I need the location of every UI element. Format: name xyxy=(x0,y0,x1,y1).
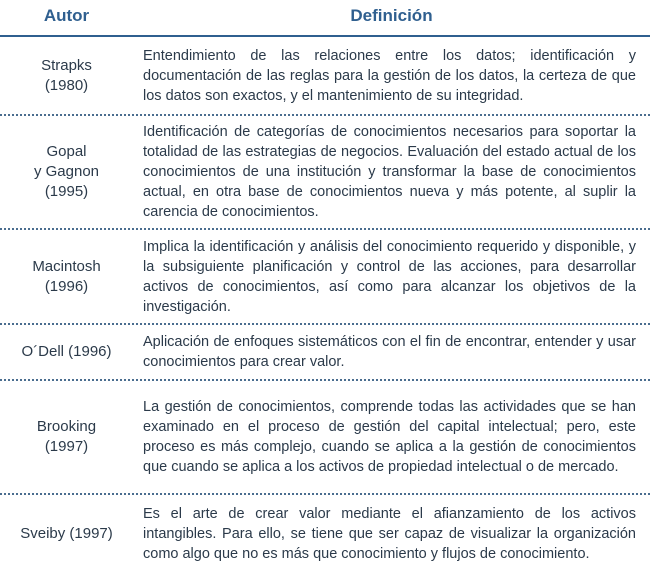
row-definition-text: Aplicación de enfoques sistemáticos con el fin de encontrar, entender y usar conocimientos para crear valor. xyxy=(143,334,636,370)
row-author: Gopal y Gagnon (1995) xyxy=(33,143,100,200)
table-row xyxy=(0,230,650,325)
row-definition xyxy=(143,325,636,379)
table-row xyxy=(0,37,650,116)
row-definition xyxy=(143,116,636,228)
table-row xyxy=(0,381,650,495)
header-author: Autor xyxy=(43,6,90,25)
row-author: Sveiby (1997) xyxy=(20,524,113,542)
table-row xyxy=(0,325,650,381)
row-author: Strapks (1980) xyxy=(41,56,92,94)
table-row xyxy=(0,495,650,572)
row-definition xyxy=(143,495,636,572)
row-author: O´Dell (1996) xyxy=(21,343,112,360)
row-definition-text: La gestión de conocimientos, comprende todas las actividades que se han examinado en el proceso de gestión del capital intelectual; pero, este proceso es más complejo, cuando se aplica a la gestión de conocimientos que cuando se aplica a los activos de propiedad intelectual o de mercado. xyxy=(143,399,636,475)
table-header xyxy=(0,0,650,37)
header-definition: Definición xyxy=(350,6,433,25)
row-definition xyxy=(143,230,636,323)
table-row xyxy=(0,116,650,230)
row-definition-text: Identificación de categorías de conocimientos necesarios para soportar la totalidad de las estrategias de negocios. Evaluación del estado actual de los conocimientos de una institución y transformar la base de conocimientos actual, en otra base de conocimientos nueva y más potente, al suplir la carencia de conocimientos. xyxy=(143,124,636,220)
row-definition-text: Es el arte de crear valor mediante el afianzamiento de los activos intangibles. Para ello, se tiene que ser capaz de visualizar la organización como algo que no es más que conocimiento y flujos de conocimiento. xyxy=(143,505,636,562)
row-definition xyxy=(143,37,636,114)
row-definition xyxy=(143,381,636,493)
row-definition-text: Entendimiento de las relaciones entre los datos; identificación y documentación de las reglas para la gestión de los datos, la certeza de que los datos son exactos, y el mantenimiento de su integridad. xyxy=(143,47,636,104)
row-author: Macintosh (1996) xyxy=(32,257,101,295)
row-author: Brooking (1997) xyxy=(36,418,97,455)
row-definition-text: Implica la identificación y análisis del conocimiento requerido y disponible, y la subsiguiente planificación y control de las acciones, para desarrollar activos de conocimientos, así como para alcanzar los objetivos de la investigación. xyxy=(143,238,636,315)
